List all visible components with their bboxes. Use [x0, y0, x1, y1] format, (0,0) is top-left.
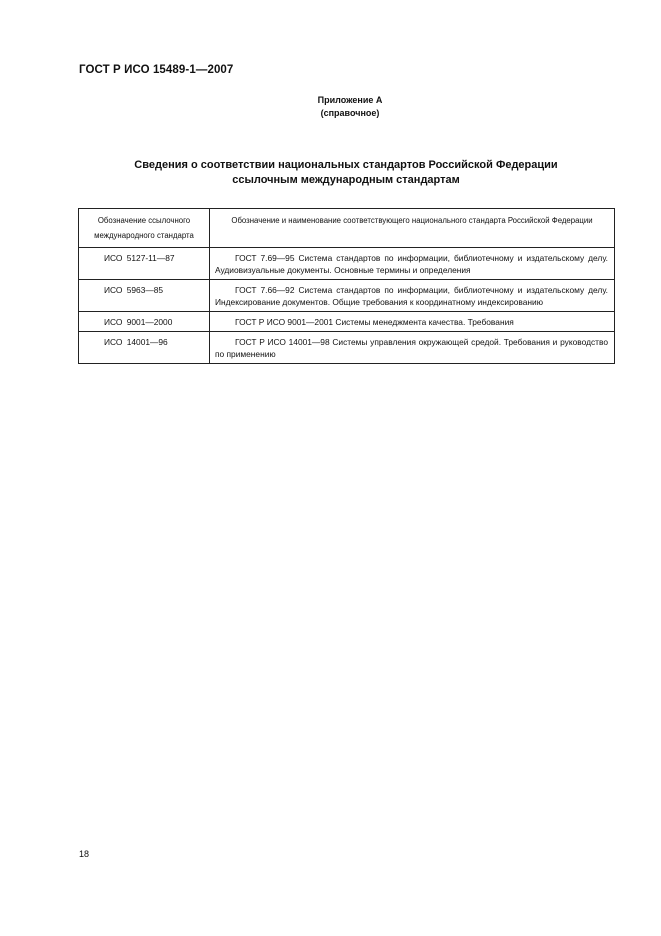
- column-header-national-standard: Обозначение и наименование соответствующего национального стандарта Российской Федерации: [210, 209, 615, 248]
- national-standard-text: ГОСТ 7.66—92 Система стандартов по информации, библиотечному и издательскому делу. Индексирование документов. Общие требования к координатному индексированию: [215, 285, 608, 307]
- national-standard-cell: [210, 248, 615, 280]
- international-standard-cell: [79, 248, 210, 280]
- table-row: [79, 312, 615, 332]
- international-standard-code: ИСО 5127-11—87: [104, 253, 175, 263]
- annex-title: Приложение А: [317, 95, 383, 105]
- page-number: 18: [79, 849, 90, 859]
- table-header-row: [79, 209, 615, 248]
- column-header-international-standard: Обозначение ссылочного международного стандарта: [79, 209, 210, 248]
- table-row: [79, 280, 615, 312]
- national-standard-text: ГОСТ Р ИСО 14001—98 Системы управления окружающей средой. Требования и руководство по применению: [215, 337, 608, 359]
- national-standard-cell: [210, 332, 615, 364]
- international-standard-code: ИСО 14001—96: [104, 337, 168, 347]
- national-standard-cell: [210, 280, 615, 312]
- annex-type: (справочное): [320, 108, 380, 118]
- section-heading-line-1: Сведения о соответствии национальных стандартов Российской Федерации: [134, 159, 558, 171]
- standards-correspondence-table: [78, 208, 615, 364]
- international-standard-code: ИСО 9001—2000: [104, 317, 173, 327]
- national-standard-cell: [210, 312, 615, 332]
- international-standard-cell: [79, 312, 210, 332]
- section-heading-line-2: ссылочным международным стандартам: [232, 174, 460, 186]
- table-row: [79, 248, 615, 280]
- international-standard-cell: [79, 332, 210, 364]
- national-standard-text: ГОСТ Р ИСО 9001—2001 Системы менеджмента качества. Требования: [235, 317, 514, 327]
- national-standard-text: ГОСТ 7.69—95 Система стандартов по информации, библиотечному и издательскому делу. Аудиовизуальные документы. Основные термины и определения: [215, 253, 608, 275]
- table-row: [79, 332, 615, 364]
- international-standard-code: ИСО 5963—85: [104, 285, 164, 295]
- document-code: ГОСТ Р ИСО 15489-1—2007: [79, 64, 234, 76]
- international-standard-cell: [79, 280, 210, 312]
